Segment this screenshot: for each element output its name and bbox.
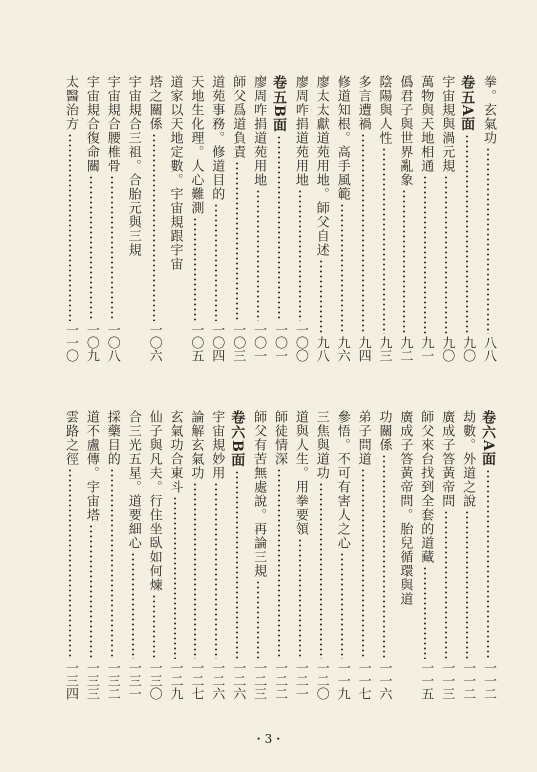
toc-entry — [437, 410, 455, 700]
leader-dots — [486, 147, 490, 334]
leader-dots — [89, 175, 93, 321]
toc-section-heading — [458, 75, 476, 362]
toc-entry — [291, 410, 309, 700]
toc-page-ref: 一二一 — [292, 661, 308, 700]
toc-page-ref: 一三四 — [63, 661, 78, 700]
leader-dots — [340, 203, 344, 334]
toc-entry-title: 卷五A面 — [459, 75, 476, 132]
toc-page-ref: 九八 — [313, 336, 329, 362]
leader-dots — [444, 175, 448, 334]
toc-page-ref: 一一七 — [355, 661, 371, 700]
toc-entry — [61, 410, 79, 700]
toc-entry — [312, 75, 330, 362]
toc-entry-title: 弟子問道 — [355, 410, 371, 466]
toc-entry-title: 合三光五星。道要細心 — [125, 410, 141, 550]
toc-entry — [333, 410, 351, 700]
toc-page-ref: 一一二 — [481, 661, 496, 700]
toc-page-ref: 九二 — [397, 336, 413, 362]
leader-dots — [423, 175, 427, 334]
toc-entry-title: 仙子與凡夫。行住坐臥如何煉 — [146, 410, 162, 592]
toc-page-ref: 九〇 — [439, 336, 455, 362]
leader-dots — [465, 510, 469, 659]
toc-page-ref: 一二九 — [167, 661, 183, 700]
leader-dots — [68, 468, 72, 659]
toc-entry-title: 道苑事務。修道目的 — [209, 75, 225, 201]
leader-dots — [361, 468, 365, 659]
leader-dots — [256, 580, 260, 659]
toc-page-ref: 一〇三 — [230, 323, 246, 362]
toc-entry-title: 廖太太獻道苑用地。師父自述 — [313, 75, 329, 257]
toc-page-ref: 一〇九 — [83, 323, 99, 362]
leader-dots — [319, 259, 323, 334]
leader-dots — [152, 133, 156, 321]
toc-entry-title: 三焦與道功 — [313, 410, 329, 480]
leader-dots — [235, 161, 239, 321]
toc-entry — [333, 75, 351, 362]
toc-entry-title: 師父來台找到全套的道藏 — [418, 410, 434, 564]
toc-entry — [145, 410, 163, 700]
toc-entry-title: 萬物與天地相通 — [418, 75, 434, 173]
toc-entry — [395, 75, 413, 362]
toc-entry — [395, 410, 413, 700]
toc-page-ref: 九一 — [418, 336, 434, 362]
toc-page-ref: 八八 — [481, 336, 496, 362]
leader-dots — [361, 133, 365, 334]
leader-dots — [298, 538, 302, 659]
toc-entry-title: 廖周咋捐道苑用地 — [292, 75, 308, 187]
leader-dots — [89, 524, 93, 659]
toc-entry-title: 師徒情深 — [272, 410, 287, 466]
leader-dots — [214, 203, 218, 321]
leader-dots — [193, 217, 197, 321]
toc-entry-title: 論解玄氣功 — [188, 410, 204, 480]
toc-page-ref: 一〇五 — [188, 323, 204, 362]
leader-dots — [486, 469, 490, 659]
toc-entry — [186, 75, 204, 362]
leader-dots — [131, 552, 135, 659]
leader-dots — [214, 482, 218, 659]
toc-entry — [416, 75, 434, 362]
leader-dots — [382, 454, 386, 659]
toc-entry-title: 參悟。不可有害人之心 — [334, 410, 350, 550]
toc-entry — [228, 75, 246, 362]
toc-page-ref: 一二六 — [230, 661, 246, 700]
toc-entry — [291, 75, 309, 362]
toc-entry — [437, 75, 455, 362]
leader-dots — [277, 135, 281, 321]
toc-entry-title: 天地生化理。人心難測 — [188, 75, 204, 215]
toc-entry — [375, 75, 393, 362]
leader-dots — [340, 552, 344, 659]
leader-dots — [465, 134, 469, 334]
leader-dots — [319, 482, 323, 659]
toc-page-ref: 一〇〇 — [292, 323, 308, 362]
toc-page-ref: 一一三 — [439, 661, 455, 700]
toc-entry-title: 拳。玄氣功 — [481, 75, 496, 145]
toc-page-ref: 一二六 — [209, 661, 225, 700]
toc-entry — [416, 410, 434, 700]
toc-page-ref: 一三一 — [125, 661, 141, 700]
toc-page-ref: 一〇一 — [272, 323, 287, 362]
toc-entry — [207, 410, 225, 700]
leader-dots — [277, 468, 281, 659]
leader-dots — [68, 133, 72, 321]
toc-page-ref: 一二〇 — [313, 661, 329, 700]
toc-entry — [207, 75, 225, 362]
toc-entry-title: 廖周咋捐道苑用地 — [251, 75, 267, 187]
toc-page-ref: 一〇六 — [146, 323, 162, 362]
toc-entry — [312, 410, 330, 700]
toc-entry-title: 道家以天地定數。宇宙規跟宇宙 — [167, 75, 183, 271]
toc-entry-title: 卷五B面 — [271, 75, 287, 133]
toc-entry — [249, 410, 267, 700]
toc-entry — [270, 410, 288, 700]
toc-section-heading — [270, 75, 288, 362]
toc-entry — [354, 410, 372, 700]
toc-entry — [354, 75, 372, 362]
toc-entry — [249, 75, 267, 362]
toc-entry-title: 多言遭禍 — [355, 75, 371, 131]
leader-dots — [382, 147, 386, 334]
toc-page-ref: 一二三 — [251, 661, 267, 700]
leader-dots — [298, 189, 302, 321]
toc-page-ref: 九四 — [355, 336, 371, 362]
toc-entry-title: 廣成子答黃帝問 — [439, 410, 455, 508]
toc-entry-title: 太醫治方 — [63, 75, 78, 131]
leader-dots — [152, 594, 156, 659]
toc-entry-title: 塔之關係 — [146, 75, 162, 131]
toc-page-ref: 一三三 — [83, 661, 99, 700]
toc-page-ref: 一〇八 — [104, 323, 120, 362]
leader-dots — [402, 189, 406, 334]
toc-page-ref: 一〇四 — [209, 323, 225, 362]
toc-entry — [103, 75, 121, 362]
toc-entry-title: 陰陽與人性 — [376, 75, 392, 145]
toc-page-ref: 九六 — [334, 336, 350, 362]
toc-page-ref: 九〇 — [460, 336, 476, 362]
toc-page-ref: 一一二 — [460, 661, 476, 700]
toc-page-ref: 一二七 — [188, 661, 204, 700]
toc-page-ref: 一三二 — [104, 661, 120, 700]
toc-entry-title: 僞君子與世界亂象 — [397, 75, 413, 187]
toc-section-heading — [479, 410, 497, 700]
toc-entry — [61, 75, 79, 362]
toc-entry — [479, 75, 497, 362]
toc-entry-title: 雲路之徑 — [63, 410, 78, 466]
toc-entry-title: 道與人生。用拳要領 — [292, 410, 308, 536]
toc-entry-title: 宇宙規妙用 — [209, 410, 225, 480]
toc-entry-title: 宇宙規合腰椎骨 — [104, 75, 120, 173]
toc-entry-title: 師父爲道負責 — [230, 75, 246, 159]
toc-entry-title: 卷六A面 — [480, 410, 496, 467]
leader-dots — [444, 510, 448, 659]
toc-entry-title: 採藥目的 — [104, 410, 120, 466]
toc-page-ref: 一一九 — [334, 661, 350, 700]
toc-entry — [458, 410, 476, 700]
toc-entry-title: 廣成子答黃帝問。胎兒循環與道 — [397, 410, 413, 606]
toc-entry-title: 宇宙規合復命關 — [83, 75, 99, 173]
toc-entry-title: 師父有苦無處說。再論三規 — [251, 410, 267, 578]
toc-page-ref: 一三〇 — [146, 661, 162, 700]
toc-page-ref: 一〇一 — [251, 323, 267, 362]
toc-entry — [82, 410, 100, 700]
toc-entry-title: 劫數。外道之說 — [460, 410, 476, 508]
leader-dots — [110, 175, 114, 321]
toc-entry-title: 道不盧傳。宇宙塔 — [83, 410, 99, 522]
toc-page-ref: 一二二 — [272, 661, 287, 700]
toc-section-heading — [228, 410, 246, 700]
toc-page-ref: 一一六 — [376, 661, 392, 700]
leader-dots — [110, 468, 114, 659]
leader-dots — [173, 496, 177, 659]
toc-entry — [186, 410, 204, 700]
toc-entry — [82, 75, 100, 362]
toc-page-ref: 一一〇 — [63, 323, 78, 362]
toc-entry-title: 宇宙規與渦元規 — [439, 75, 455, 173]
toc-entry-title: 卷六B面 — [229, 410, 246, 468]
toc-entry-title: 宇宙規合三祖。合胎元與三規 — [125, 75, 141, 257]
leader-dots — [256, 189, 260, 321]
toc-entry-title: 功關係 — [376, 410, 392, 452]
toc-entry — [166, 410, 184, 700]
toc-entry — [124, 75, 142, 362]
toc-entry — [375, 410, 393, 700]
leader-dots — [235, 470, 239, 659]
toc-entry-title: 玄氣功合東斗 — [167, 410, 183, 494]
toc-entry — [166, 75, 184, 362]
toc-entry — [103, 410, 121, 700]
toc-entry — [145, 75, 163, 362]
leader-dots — [423, 566, 427, 659]
toc-page-ref: 一一五 — [418, 661, 434, 700]
toc-page-ref: 九三 — [376, 336, 392, 362]
toc-entry — [124, 410, 142, 700]
leader-dots — [193, 482, 197, 659]
toc-entry-title: 修道知根。高手風範 — [334, 75, 350, 201]
page-number: ・3・ — [252, 732, 285, 746]
